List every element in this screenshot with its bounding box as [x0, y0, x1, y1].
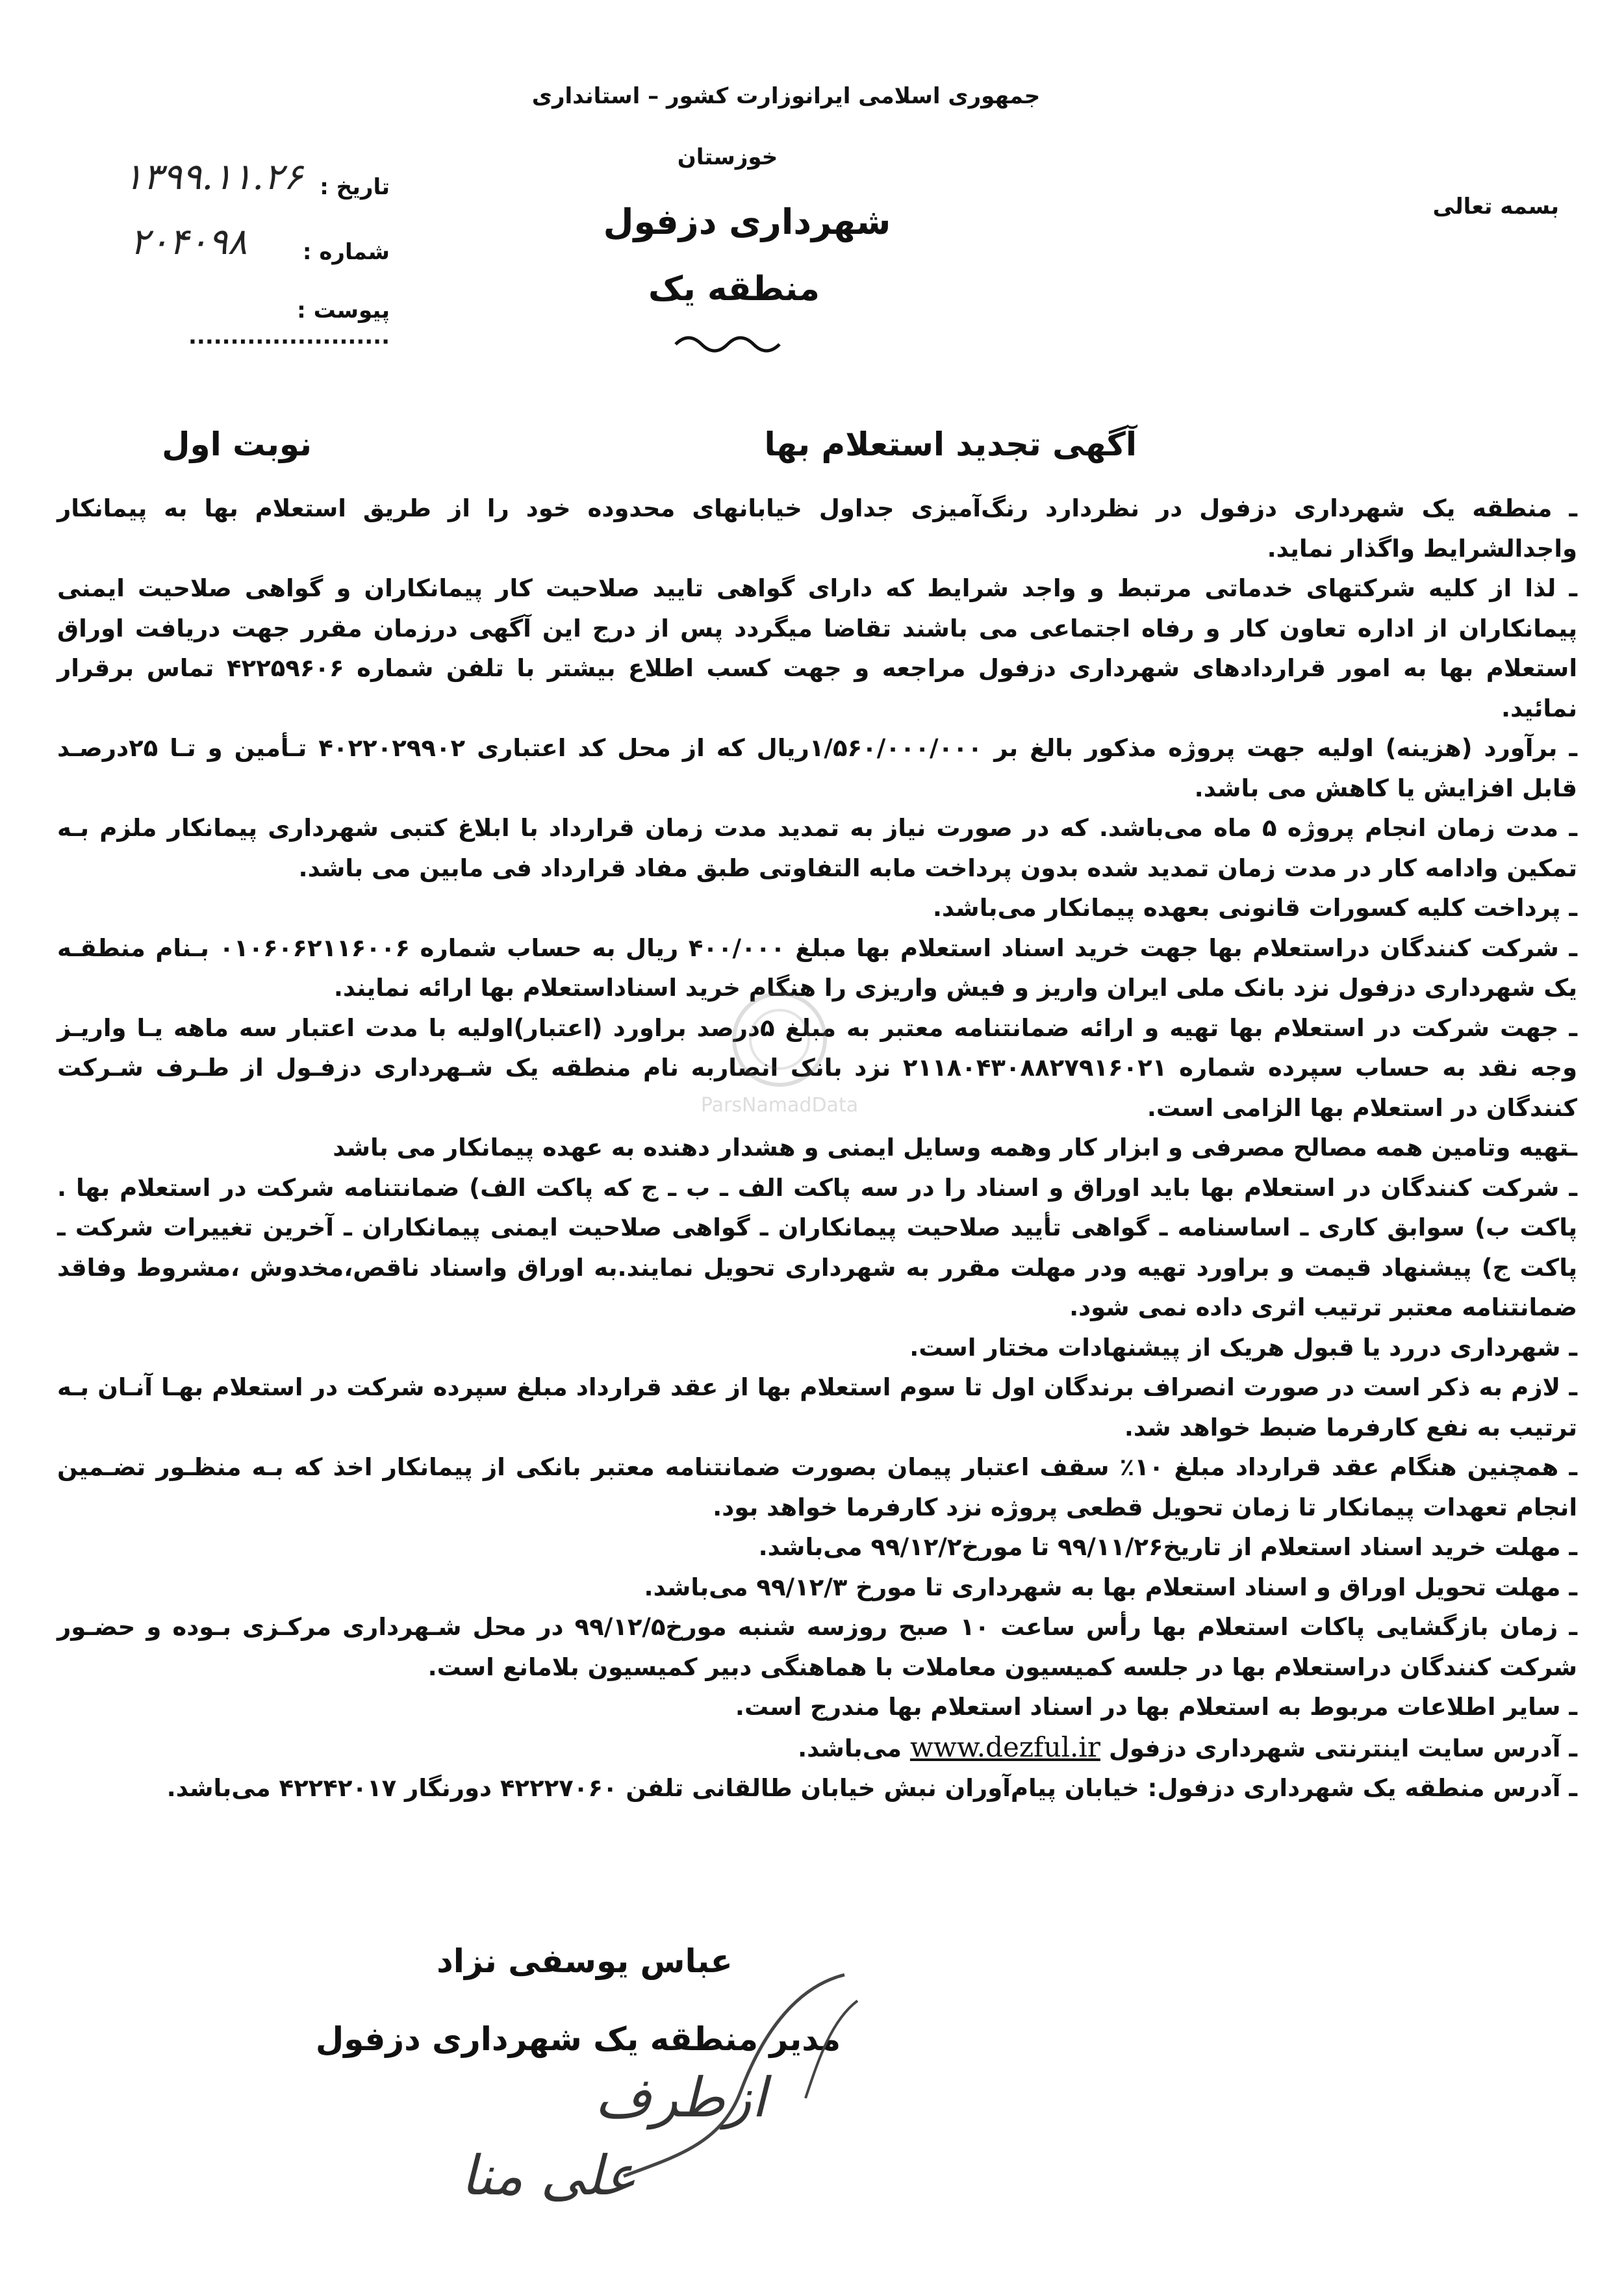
- number-label: شماره :: [302, 239, 390, 265]
- paragraph: ـ همچنین هنگام عقد قرارداد مبلغ ۱۰٪ سقف اعتبار پیمان بصورت ضمانتنامه معتبر بانکی از پیمانکار اخذ که بـه منظـور تضـمین انجام تعهدات پیمانکار تا زمان تحویل قطعی پروژه نزد کارفرما خواهد بود.: [57, 1453, 1577, 1521]
- paragraph: ـ شرکت کنندگان در استعلام بها باید اوراق و اسناد را در سه پاکت الف ـ ب ـ ج که پاکت الف) ضمانتنامه شرکت در استعلام بها . پاکت ب) سوابق کاری ـ اساسنامه ـ گواهی تأیید صلاحیت پیمانکاران ـ گواهی صلاحیت ایمنی پیمانکاران ـ آخرین تغییرات شرکت ـ پاکت ج) پیشنهاد قیمت و براورد تهیه ودر مهلت مقرر به شهرداری تحویل نمایند.به اوراق واسناد ناقص،مخدوش ،مشروط وفاقد ضمانتنامه معتبر ترتیب اثری داده نمی شود.: [57, 1173, 1577, 1321]
- paragraph: ـ جهت شرکت در استعلام بها تهیه و ارائه ضمانتنامه معتبر به مبلغ ۵درصد براورد (اعتبار)اولیه با مدت اعتبار سه ماهه یـا واریـز وجه نقد به حساب سپرده شماره ۲۱۱۸۰۴۳۰۸۸۲۷۹۱۶۰۲۱ نزد بانک انصاربه نام منطقه یک شـهرداری دزفـول از طـرف شـرکت کنندگان در استعلام بها الزامی است.: [57, 1013, 1577, 1122]
- paragraph: ـ پرداخت کلیه کسورات قانونی بعهده پیمانکار می‌باشد.: [932, 894, 1577, 922]
- paragraph: ـ مدت زمان انجام پروژه ۵ ماه می‌باشد. که در صورت نیاز به تمدید مدت زمان قرارداد با ابلاغ کتبی شهرداری پیمانکار ملزم بـه تمکین وادامه کار در مدت زمان تمدید شده بدون پرداخت مابه التفاوتی طبق مفاد قرارداد فی مابین می باشد.: [57, 814, 1578, 882]
- website-prefix: ـ آدرس سایت اینترنتی شهرداری دزفول: [1108, 1734, 1577, 1762]
- watermark: [650, 987, 909, 1117]
- paragraph: ـتهیه وتامین همه مصالح مصرفی و ابزار کار وهمه وسایل ایمنی و هشدار دهنده به عهده پیمانکار می باشد: [333, 1134, 1577, 1161]
- ornament-icon: [669, 328, 799, 354]
- date-value: ۱۳۹۹.۱۱.۲۶: [123, 156, 303, 198]
- number-value: ۲۰۴۰۹۸: [130, 221, 247, 263]
- paragraph: ـ مهلت خرید اسناد استعلام از تاریخ۹۹/۱۱/۲۶ تا مورخ۹۹/۱۲/۲ می‌باشد.: [758, 1533, 1577, 1561]
- paragraph: ـ شهرداری دررد یا قبول هریک از پیشنهادات مختار است.: [909, 1333, 1577, 1362]
- handwritten-on-behalf: ازطرف: [594, 2066, 767, 2129]
- province: خوزستان: [677, 144, 778, 170]
- paragraph: ـ زمان بازگشایی پاکات استعلام بها رأس ساعت ۱۰ صبح روزسه شنبه مورخ۹۹/۱۲/۵ در محل شـهرداری مرکـزی بـوده و حضـور شرکت کنندگان دراستعلام بها در جلسه کمیسیون معاملات با هماهنگی دبیر کمیسیون بلامانع است.: [57, 1613, 1577, 1681]
- address-line: ـ آدرس منطقه یک شهرداری دزفول: خیابان پیام‌آوران نبش خیابان طالقانی تلفن ۴۲۲۲۷۰۶۰ دورنگار ۴۲۲۴۲۰۱۷ می‌باشد.: [166, 1774, 1577, 1802]
- handwritten-signature: علی منا: [461, 2144, 637, 2207]
- region-title: منطقه یک: [648, 270, 820, 309]
- paragraph: ـ منطقه یک شهرداری دزفول در نظردارد رنگ‌آمیزی جداول خیابانهای محدوده خود را از طریق استعلام بها به پیمانکار واجدالشرایط واگذار نماید.: [57, 494, 1577, 563]
- website-link[interactable]: www.dezful.ir: [909, 1731, 1100, 1763]
- signature-scribble-icon: [546, 1962, 883, 2209]
- notice-title: آگهی تجدید استعلام بها: [764, 425, 1137, 463]
- paragraph: ـ مهلت تحویل اوراق و اسناد استعلام بها به شهرداری تا مورخ ۹۹/۱۲/۳ می‌باشد.: [644, 1573, 1577, 1601]
- website-line: [57, 1727, 1577, 1769]
- website-suffix: می‌باشد.: [798, 1734, 902, 1762]
- municipality-title: شهرداری دزفول: [603, 201, 891, 242]
- attachment-label: پیوست : ........................: [188, 298, 390, 349]
- notice-body: [57, 488, 1577, 1808]
- paragraph: ـ شرکت کنندگان دراستعلام بها جهت خرید اسناد استعلام بها مبلغ ۴۰۰/۰۰۰ ریال به حساب شماره ۰۱۰۶۰۶۲۱۱۶۰۰۶ بـنام منطقـه یک شهرداری دزفول نزد بانک ملی ایران واریز و فیش واریزی را هنگام خرید اسناداستعلام بها ارائه نمایند.: [57, 933, 1577, 1002]
- paragraph: ـ لذا از کلیه شرکتهای خدماتی مرتبط و واجد شرایط که دارای گواهی تایید صلاحیت کار پیمانکاران و گواهی صلاحیت ایمنی پیمانکاران از اداره تعاون کار و رفاه اجتماعی می باشند تقاضا میگردد پس از درج این آگهی درزمان مقرر جهت دریافت اوراق استعلام بها به امور قراردادهای شهرداری دزفول مراجعه و جهت کسب اطلاع بیشتر با تلفن شماره ۴۲۲۵۹۶۰۶ تماس برقرار نمائید.: [57, 574, 1578, 722]
- paragraph: ـ لازم به ذکر است در صورت انصراف برندگان اول تا سوم استعلام بها از عقد قرارداد مبلغ سپرده شرکت در استعلام بهـا آنـان بـه ترتیب به نفع کارفرما ضبط خواهد شد.: [57, 1373, 1577, 1441]
- watermark-seal-icon: [728, 987, 831, 1091]
- paragraph: ـ سایر اطلاعات مربوط به استعلام بها در اسناد استعلام بها مندرج است.: [735, 1693, 1577, 1721]
- watermark-text: ParsNamadData: [700, 1094, 859, 1117]
- country-line: جمهوری اسلامی ایرانوزارت کشور – استانداری: [531, 83, 1041, 109]
- date-label: تاریخ :: [320, 174, 390, 200]
- paragraph: ـ برآورد (هزینه) اولیه جهت پروژه مذکور بالغ بر ۱/۵۶۰/۰۰۰/۰۰۰ریال که از محل کد اعتباری ۴۰۲۲۰۲۹۹۰۲ تـأمین و تـا ۲۵درصـد قابل افزایش یا کاهش می باشد.: [57, 734, 1577, 802]
- signatory-name: عباس یوسفی نزاد: [437, 1942, 733, 1980]
- notice-round: نوبت اول: [162, 425, 312, 463]
- bismillah: بسمه تعالی: [1432, 194, 1559, 220]
- signatory-position: مدیر منطقه یک شهرداری دزفول: [315, 2020, 841, 2058]
